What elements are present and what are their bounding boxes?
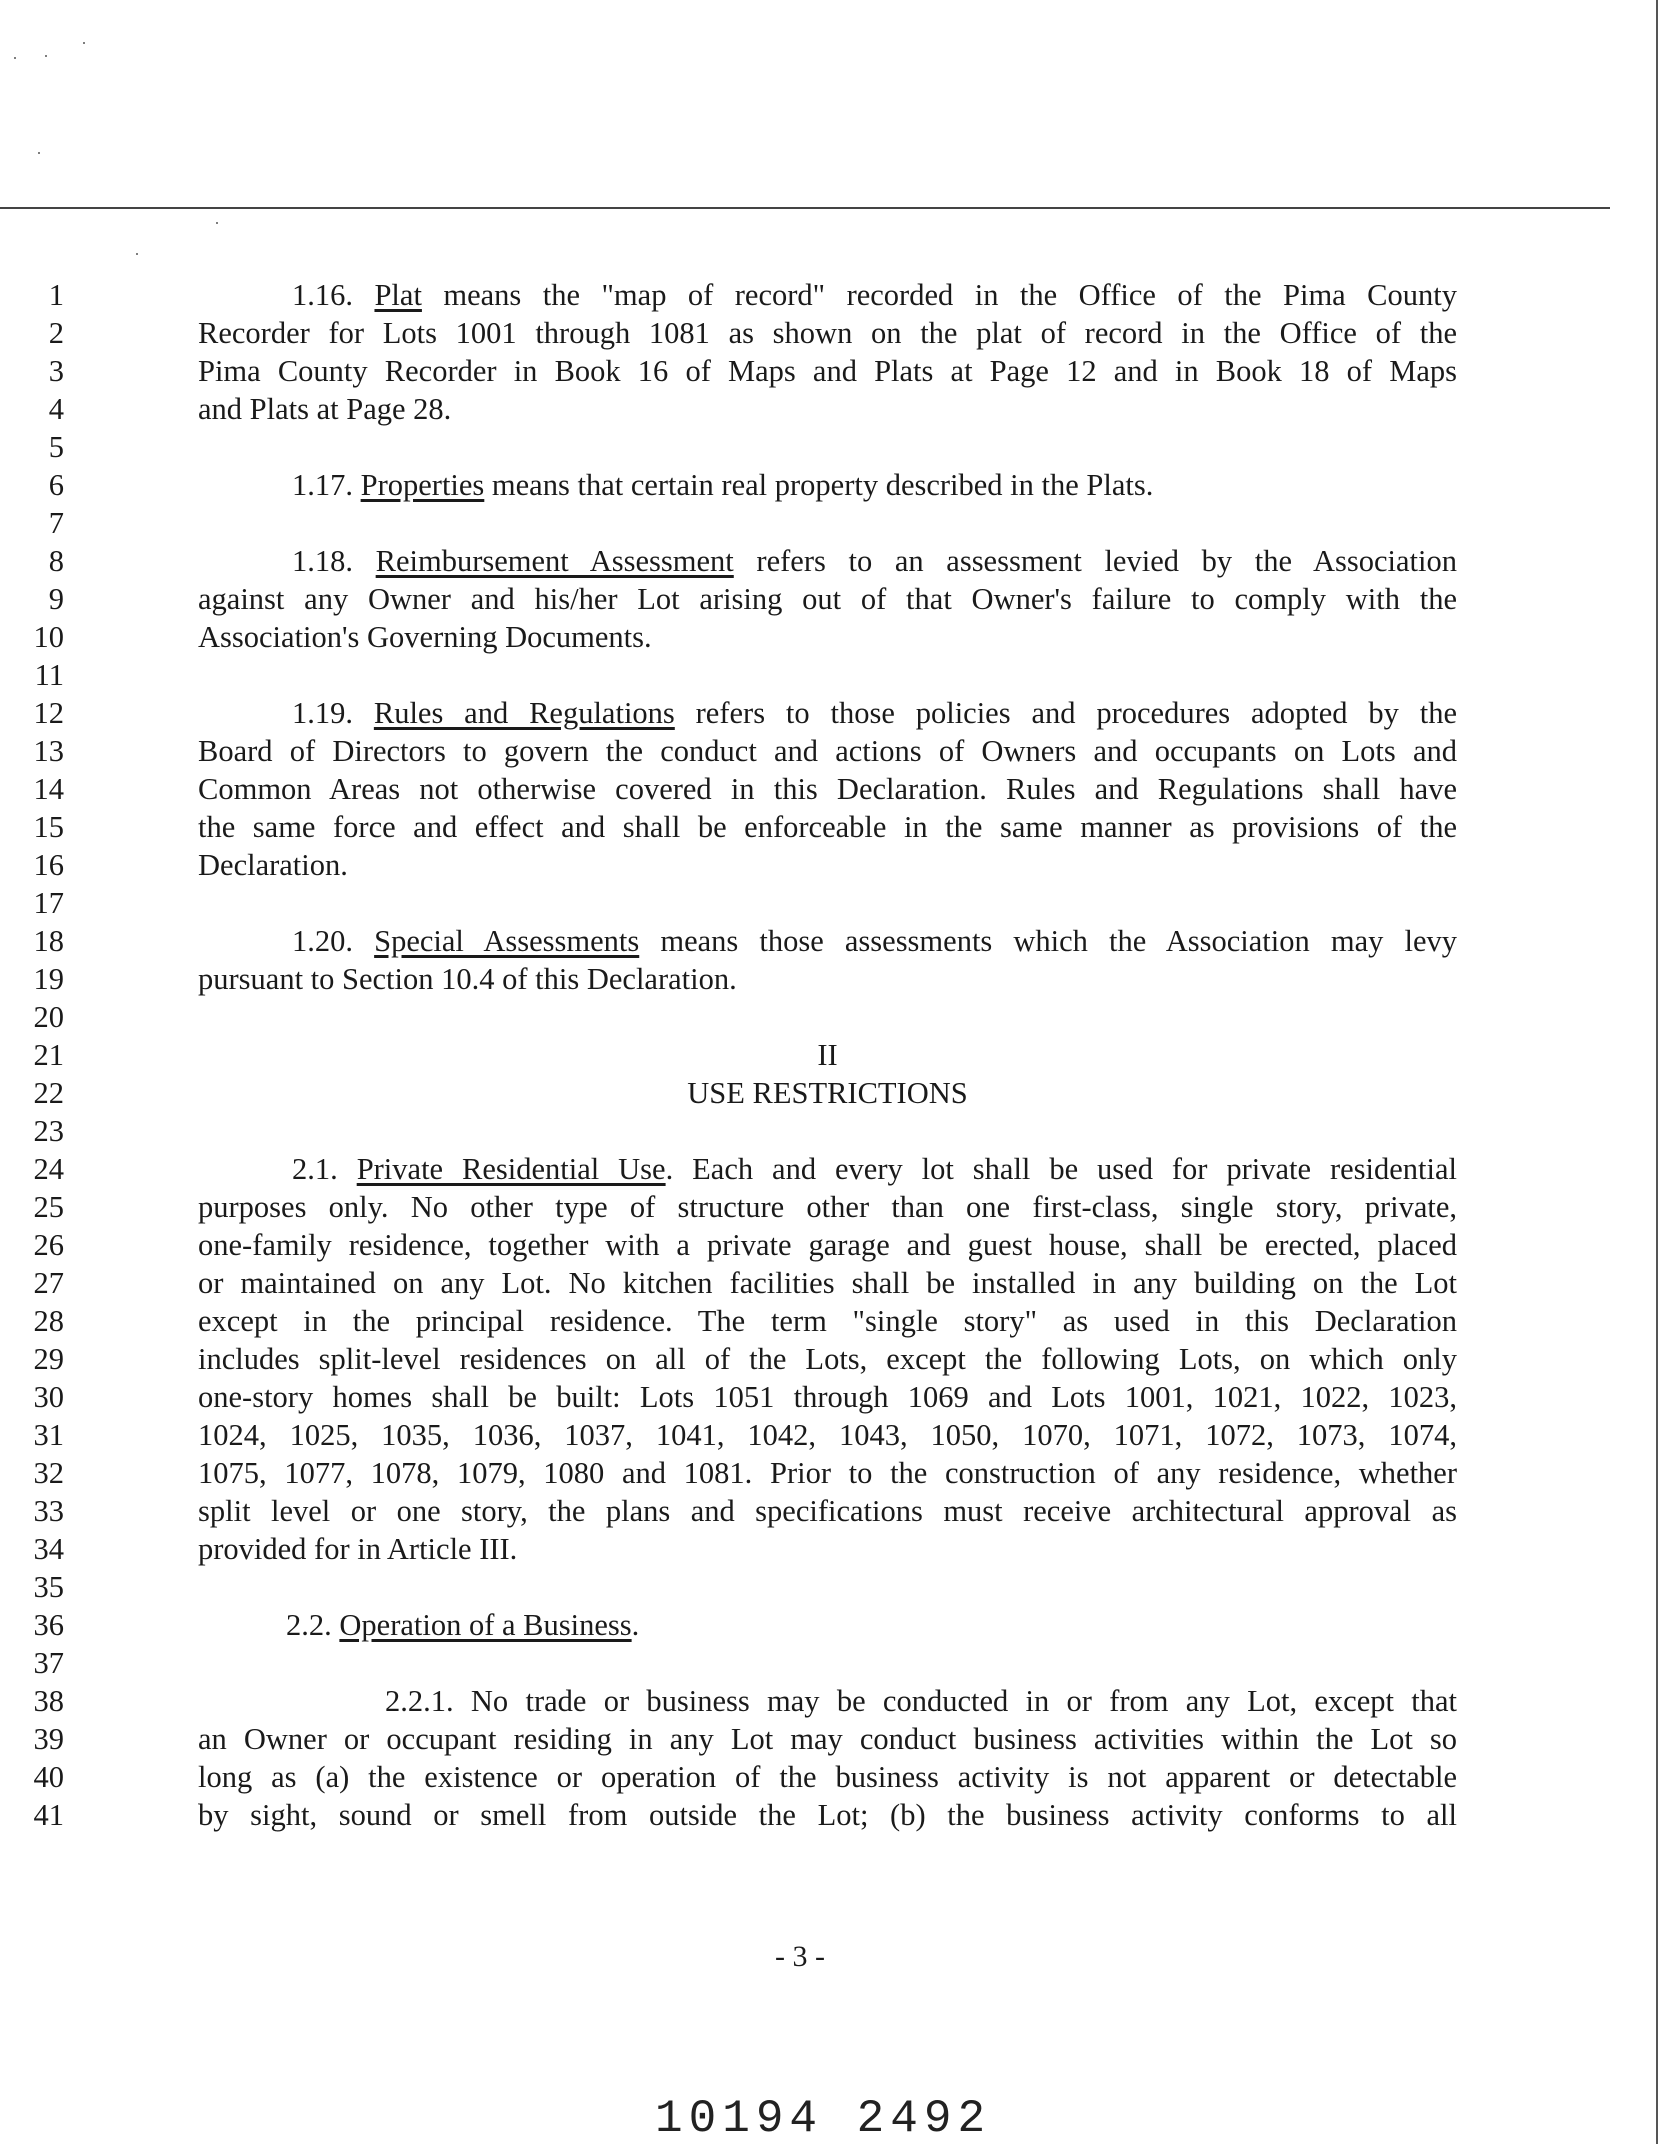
defined-term: Properties xyxy=(360,468,485,502)
paragraph-line: Common Areas not otherwise covered in this Declaration. Rules and Regulations shall have xyxy=(198,772,1457,806)
line-number: 29 xyxy=(33,1342,64,1376)
paragraph-line: 2.2. Operation of a Business. xyxy=(286,1608,640,1642)
line-number: 27 xyxy=(33,1266,64,1300)
line-number: 38 xyxy=(33,1684,64,1718)
line-number: 22 xyxy=(33,1076,64,1110)
defined-term: Plat xyxy=(374,278,422,312)
line-number: 28 xyxy=(33,1304,64,1338)
line-number: 40 xyxy=(33,1760,64,1794)
page-number: - 3 - xyxy=(775,1940,825,1973)
paragraph-line: 1024, 1025, 1035, 1036, 1037, 1041, 1042, 1043, 1050, 1070, 1071, 1072, 1073, 1074, xyxy=(198,1418,1457,1452)
line-number: 6 xyxy=(48,468,64,502)
article-numeral: II xyxy=(817,1038,838,1072)
paragraph-line: Board of Directors to govern the conduct and actions of Owners and occupants on Lots and xyxy=(198,734,1457,768)
line-number: 17 xyxy=(33,886,64,920)
paragraph-line: 1.18. Reimbursement Assessment refers to an assessment levied by the Association xyxy=(292,544,1458,578)
line-number: 39 xyxy=(33,1722,64,1756)
paragraph-line: Pima County Recorder in Book 16 of Maps and Plats at Page 12 and in Book 18 of Maps xyxy=(198,354,1457,388)
line-number: 19 xyxy=(33,962,64,996)
article-title: USE RESTRICTIONS xyxy=(687,1076,968,1110)
paragraph-line: 1075, 1077, 1078, 1079, 1080 and 1081. Prior to the construction of any residence, whether xyxy=(198,1456,1457,1490)
line-number: 37 xyxy=(33,1646,64,1680)
paragraph-line: by sight, sound or smell from outside the Lot; (b) the business activity conforms to all xyxy=(198,1798,1457,1832)
paragraph-line: one-family residence, together with a private garage and guest house, shall be erected, placed xyxy=(198,1228,1457,1262)
line-number: 32 xyxy=(33,1456,64,1490)
defined-term: Special Assessments xyxy=(374,924,640,958)
line-number: 14 xyxy=(33,772,64,806)
line-number: 34 xyxy=(33,1532,64,1566)
line-number: 24 xyxy=(33,1152,64,1186)
line-number: 23 xyxy=(33,1114,64,1148)
paragraph-line: pursuant to Section 10.4 of this Declaration. xyxy=(198,962,737,996)
scan-speck xyxy=(38,152,40,154)
paragraph-line: an Owner or occupant residing in any Lot may conduct business activities within the Lot so xyxy=(198,1722,1457,1756)
line-number: 4 xyxy=(48,392,64,426)
paragraph-line: 1.20. Special Assessments means those assessments which the Association may levy xyxy=(292,924,1458,958)
line-number: 36 xyxy=(33,1608,64,1642)
paragraph-line: 1.17. Properties means that certain real property described in the Plats. xyxy=(292,468,1154,502)
line-number: 18 xyxy=(33,924,64,958)
paragraph-line: the same force and effect and shall be enforceable in the same manner as provisions of the xyxy=(198,810,1457,844)
line-number: 35 xyxy=(33,1570,64,1604)
defined-term: Rules and Regulations xyxy=(373,696,675,730)
paragraph-line: includes split-level residences on all of the Lots, except the following Lots, on which only xyxy=(198,1342,1457,1376)
line-number: 5 xyxy=(48,430,64,464)
line-number: 2 xyxy=(48,316,64,350)
paragraph-line: 1.16. Plat means the "map of record" recorded in the Office of the Pima County xyxy=(292,278,1457,312)
paragraph-line: against any Owner and his/her Lot arising out of that Owner's failure to comply with the xyxy=(198,582,1457,616)
line-number: 25 xyxy=(33,1190,64,1224)
line-number: 41 xyxy=(33,1798,64,1832)
paragraph-line: long as (a) the existence or operation of the business activity is not apparent or detectable xyxy=(198,1760,1457,1794)
scan-speck xyxy=(136,253,138,255)
line-number: 31 xyxy=(33,1418,64,1452)
paragraph-line: except in the principal residence. The term "single story" as used in this Declaration xyxy=(198,1304,1457,1338)
line-number: 10 xyxy=(33,620,64,654)
paragraph-line: Declaration. xyxy=(198,848,348,882)
paragraph-line: or maintained on any Lot. No kitchen facilities shall be installed in any building on the Lot xyxy=(198,1266,1457,1300)
line-number: 30 xyxy=(33,1380,64,1414)
defined-term: Private Residential Use xyxy=(356,1152,666,1186)
header-rule xyxy=(0,207,1610,209)
line-number: 1 xyxy=(48,278,64,312)
line-number: 15 xyxy=(33,810,64,844)
paragraph-line: 2.2.1. No trade or business may be conducted in or from any Lot, except that xyxy=(385,1684,1457,1718)
line-number: 16 xyxy=(33,848,64,882)
line-number: 26 xyxy=(33,1228,64,1262)
defined-term: Operation of a Business xyxy=(339,1608,632,1642)
paragraph-line: provided for in Article III. xyxy=(198,1532,518,1566)
line-number: 20 xyxy=(33,1000,64,1034)
line-number: 7 xyxy=(48,506,64,540)
line-number: 33 xyxy=(33,1494,64,1528)
paragraph-line: 1.19. Rules and Regulations refers to those policies and procedures adopted by the xyxy=(292,696,1457,730)
defined-term: Reimbursement Assessment xyxy=(375,544,734,578)
paragraph-line: split level or one story, the plans and specifications must receive architectural approval as xyxy=(198,1494,1457,1528)
paragraph-line: Recorder for Lots 1001 through 1081 as shown on the plat of record in the Office of the xyxy=(198,316,1457,350)
line-number: 3 xyxy=(48,354,64,388)
paragraph-line: 2.1. Private Residential Use. Each and every lot shall be used for private residential xyxy=(292,1152,1458,1186)
recording-stamp: 10194 2492 xyxy=(655,2093,992,2145)
scan-speck xyxy=(83,42,85,44)
line-number: 8 xyxy=(48,544,64,578)
line-number: 12 xyxy=(33,696,64,730)
line-number: 13 xyxy=(33,734,64,768)
scan-speck xyxy=(45,55,47,57)
paragraph-line: and Plats at Page 28. xyxy=(198,392,452,426)
paragraph-line: one-story homes shall be built: Lots 1051 through 1069 and Lots 1001, 1021, 1022, 1023, xyxy=(198,1380,1457,1414)
line-number: 9 xyxy=(48,582,64,616)
scan-speck xyxy=(14,57,16,59)
paragraph-line: purposes only. No other type of structure other than one first-class, single story, private, xyxy=(198,1190,1457,1224)
paragraph-line: Association's Governing Documents. xyxy=(198,620,652,654)
scan-speck xyxy=(216,222,218,224)
line-number: 21 xyxy=(33,1038,64,1072)
line-number: 11 xyxy=(34,658,64,692)
